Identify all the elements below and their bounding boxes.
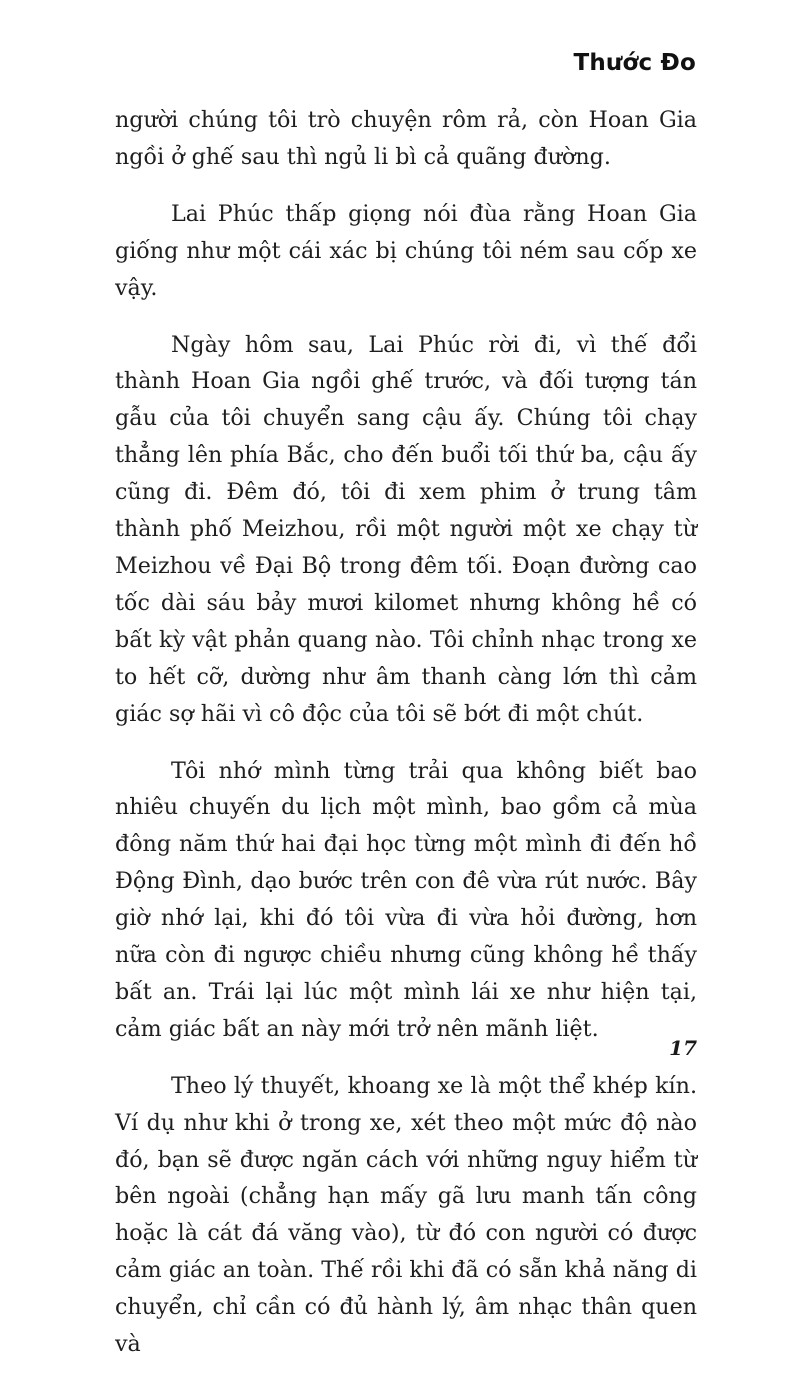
paragraph-continued: người chúng tôi trò chuyện rôm rả, còn Hoan Gia ngồi ở ghế sau thì ngủ li bì cả quãng đường. bbox=[115, 107, 697, 170]
paragraph: Theo lý thuyết, khoang xe là một thể khép kín. Ví dụ như khi ở trong xe, xét theo một mức độ nào đó, bạn sẽ được ngăn cách với những nguy hiểm từ bên ngoài (chẳng hạn mấy gã lưu manh tấn công hoặc là cát đá văng vào), từ đó con người có được cảm giác an toàn. Thế rồi khi đã có sẵn khả năng di chuyển, chỉ cần có đủ hành lý, âm nhạc thân quen và bbox=[115, 1072, 697, 1358]
page-body-text bbox=[115, 102, 697, 1383]
page-number: 17 bbox=[669, 1036, 697, 1060]
paragraph: Lai Phúc thấp giọng nói đùa rằng Hoan Gia giống như một cái xác bị chúng tôi ném sau cốp xe vậy. bbox=[115, 200, 697, 301]
paragraph: Ngày hôm sau, Lai Phúc rời đi, vì thế đổi thành Hoan Gia ngồi ghế trước, và đối tượng tán gẫu của tôi chuyển sang cậu ấy. Chúng tôi chạy thẳng lên phía Bắc, cho đến buổi tối thứ ba, cậu ấy cũng đi. Đêm đó, tôi đi xem phim ở trung tâm thành phố Meizhou, rồi một người một xe chạy từ Meizhou về Đại Bộ trong đêm tối. Đoạn đường cao tốc dài sáu bảy mươi kilomet nhưng không hề có bất kỳ vật phản quang nào. Tôi chỉnh nhạc trong xe to hết cỡ, dường như âm thanh càng lớn thì cảm giác sợ hãi vì cô độc của tôi sẽ bớt đi một chút. bbox=[115, 331, 697, 727]
paragraph: Tôi nhớ mình từng trải qua không biết bao nhiêu chuyến du lịch một mình, bao gồm cả mùa đông năm thứ hai đại học từng một mình đi đến hồ Động Đình, dạo bước trên con đê vừa rút nước. Bây giờ nhớ lại, khi đó tôi vừa đi vừa hỏi đường, hơn nữa còn đi ngược chiều nhưng cũng không hề thấy bất an. Trái lại lúc một mình lái xe như hiện tại, cảm giác bất an này mới trở nên mãnh liệt. bbox=[115, 757, 697, 1042]
running-header-title: Thước Đo bbox=[573, 50, 696, 76]
